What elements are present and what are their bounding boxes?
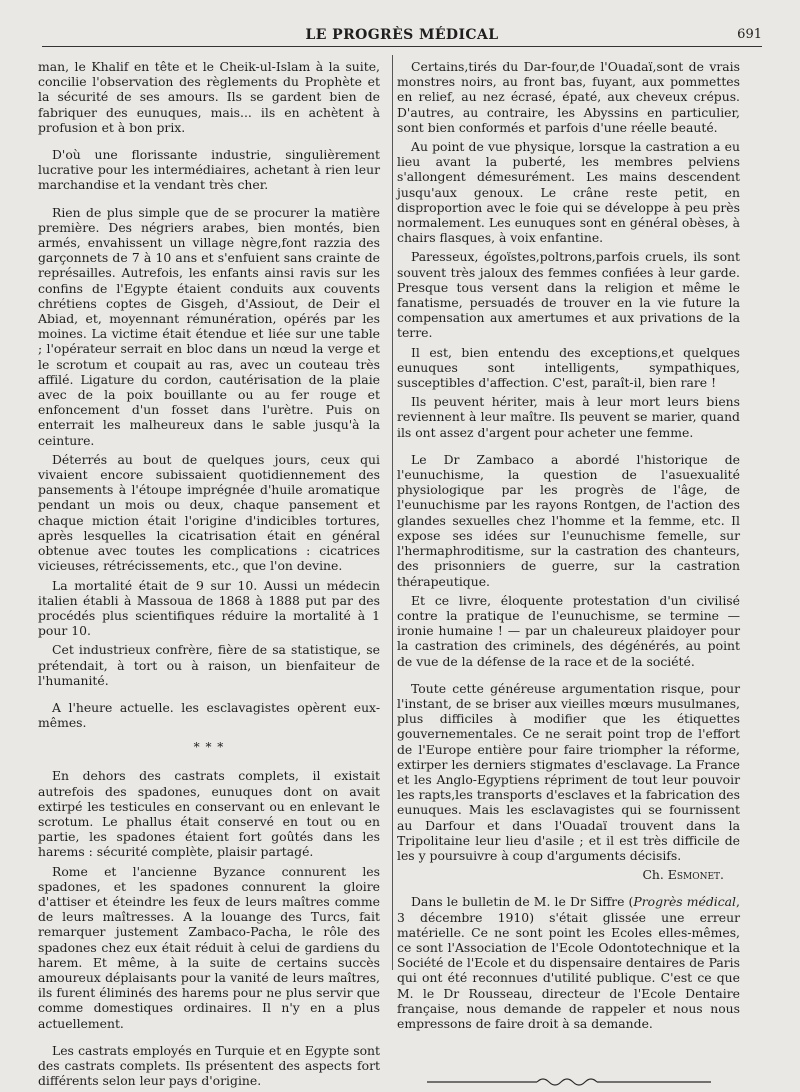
paragraph: Au point de vue physique, lorsque la castration a eu lieu avant la puberté, les membres pelviens s'allongent démesurément. Les mains descendent jusqu'aux genoux. Le crâne reste petit, en disproportion avec le foie qui se développe à peu près normalement. Les eunuques sont en général obèses, à chairs flasques, à voix enfantine. <box>397 139 740 246</box>
paragraph: Et ce livre, éloquente protestation d'un civilisé contre la pratique de l'eunuchisme, se termine — ironie humaine ! — par un chaleureux plaidoyer pour la castration des criminels, des dégénérés, au point de vue de la défense de la race et de la société. <box>397 592 740 669</box>
paragraph: La mortalité était de 9 sur 10. Aussi un médecin italien établi à Massoua de 1868 à 1888 put par des procédés plus scientifiques réduire la mortalité à 1 pour 10. <box>38 577 380 639</box>
right-column <box>397 59 740 1089</box>
column-divider <box>392 55 393 970</box>
paragraph: Le Dr Zambaco a abordé l'historique de l'eunuchisme, la question de l'asuexualité physiologique par les progrès de l'âge, de l'eunuchisme par les rayons Rontgen, de l'action des glandes sexuelles chez l'homme et la femme, etc. Il expose ses idées sur l'eunuchisme femelle, sur l'hermaphroditisme, sur la castration des chanteurs, des prisonniers de guerre, sur la castration thérapeutique. <box>397 451 740 589</box>
paragraph: Ils peuvent hériter, mais à leur mort leurs biens reviennent à leur maître. Ils peuvent se marier, quand ils ont assez d'argent pour acheter une femme. <box>397 394 740 440</box>
author-signature <box>397 867 740 882</box>
paragraph: Rome et l'ancienne Byzance connurent les spadones, et les spadones connurent la gloire d'attiser et éteindre les feux de leurs maîtres comme de leurs maîtresses. A la louange des Turcs, fait remarquer justement Zambaco-Pacha, le rôle des spadones chez eux était réduit à celui de gardiens du harem. Et même, à la suite de certains succès amoureux déplaisants pour la vanité de leurs maîtres, ils furent éliminés des harems pour ne plus servir que comme domestiques ordinaires. Il n'y en a plus actuellement. <box>38 863 380 1031</box>
page-header <box>42 24 762 47</box>
left-column <box>38 59 380 1092</box>
paragraph: Cet industrieux confrère, fière de sa statistique, se prétendait, à tort ou à raison, un bienfaiteur de l'humanité. <box>38 642 380 688</box>
page-number: 691 <box>737 27 762 42</box>
paragraph: Rien de plus simple que de se procurer la matière première. Des négriers arabes, bien montés, bien armés, envahissent un village nègre,font razzia des garçonnets de 7 à 10 ans et s'enfuient sans crainte de représailles. Autrefois, les enfants ainsi ravis sur les confins de l'Egypte étaient conduits aux couvents chrétiens coptes de Gisgeh, d'Assiout, de Deir el Abiad, et, moyennant rémunération, opérés par les moines. La victime était étendue et liée sur une table ; l'opérateur serrait en bloc dans un nœud la verge et le scrotum et coupait au ras, avec un couteau très affilé. Ligature du cordon, cautérisation de la plaie avec de la poix bouillante ou au fer rouge et enfoncement d'un fosset dans l'urètre. Puis on enterrait les malheureux dans le sable jusqu'à la ceinture. <box>38 204 380 448</box>
signature-name: Esmonet. <box>667 867 724 883</box>
journal-title: Progrès médical <box>633 894 737 910</box>
paragraph: man, le Khalif en tête et le Cheik-ul-Islam à la suite, concilie l'observation des règlements du Prophète et la sécurité de ses amours. Ils se gardent bien de fabriquer des eunuques, mais... ils en achètent à profusion et à bon prix. <box>38 59 380 135</box>
paragraph: Les castrats employés en Turquie et en Egypte sont des castrats complets. Ils présentent des aspects fort différents selon leur pays d'origine. <box>38 1042 380 1089</box>
paragraph: En dehors des castrats complets, il existait autrefois des spadones, eunuques dont on avait extirpé les testicules en conservant ou en enlevant le scrotum. Le phallus était conservé en tout ou en partie, les spadones étaient fort goûtés dans les harems : sécurité complète, plaisir partagé. <box>38 768 380 860</box>
ornamental-rule-icon <box>419 1075 719 1089</box>
section-asterism: * * * <box>193 740 225 755</box>
erratum-paragraph <box>397 894 740 1031</box>
paragraph: Certains,tirés du Dar-four,de l'Ouadaï,sont de vrais monstres noirs, au front bas, fuyant, aux pommettes en relief, au nez écrasé, épaté, aux cheveux crépus. D'autres, au contraire, les Abyssins en particulier, sont bien conformés et parfois d'une réelle beauté. <box>397 59 740 135</box>
signature-initial: Ch. <box>642 867 668 883</box>
paragraph: Il est, bien entendu des exceptions,et quelques eunuques sont intelligents, sympathiques, susceptibles d'affection. C'est, paraît-il, bien rare ! <box>397 344 740 391</box>
erratum-text-b: , 3 décembre 1910) s'était glissée une erreur matérielle. Ce ne sont point les Ecoles elles-mêmes, ce sont l'Association de l'Ecole Odontotechnique et la Société de l'Ecole et du dispensaire dentaires de Paris qui ont été reconnues d'utilité publique. C'est ce que M. le Dr Rousseau, directeur de l'Ecole Dentaire française, nous demande de rappeler et nous nous empressons de faire droit à sa demande. <box>397 894 740 1031</box>
paragraph: Toute cette généreuse argumentation risque, pour l'instant, de se briser aux vieilles mœurs musulmanes, plus difficiles à modifier que les étiquettes gouvernementales. Ce ne serait point trop de l'effort de l'Europe entière pour faire triompher la réforme, extirper les derniers stigmates d'esclavage. La France et les Anglo-Egyptiens répriment de tout leur pouvoir les rapts,les transports d'esclaves et la fabrication des eunuques. Mais les esclavagistes qui se fournissent au Darfour et dans l'Ouadaï trouvent dans la Tripolitaine leur lieu d'asile ; et il est très difficile de les y poursuivre à coup d'arguments décisifs. <box>397 680 740 863</box>
paragraph: D'où une florissante industrie, singulièrement lucrative pour les intermédiaires, achetant à rien leur marchandise et la vendant très cher. <box>38 147 380 193</box>
paragraph: Paresseux, égoïstes,poltrons,parfois cruels, ils sont souvent très jaloux des femmes confiées à leur garde. Presque tous versent dans la religion et même le fanatisme, persuadés de trouver en la vie future la compensation aux amertumes et aux privations de la terre. <box>397 249 740 341</box>
running-title: LE PROGRÈS MÉDICAL <box>305 27 499 43</box>
paragraph: A l'heure actuelle. les esclavagistes opèrent eux-mêmes. <box>38 699 380 731</box>
erratum-text-a: Dans le bulletin de M. le Dr Siffre ( <box>411 894 634 910</box>
paragraph: Déterrés au bout de quelques jours, ceux qui vivaient encore subissaient quotidiennement des pansements à l'étoupe imprégnée d'huile aromatique pendant un mois ou deux, chaque pansement et chaque miction était l'origine d'indicibles tortures, après lesquelles la cicatrisation était en général obtenue avec toutes les complications : cicatrices vicieuses, rétrécissements, etc., que l'on devine. <box>38 451 380 574</box>
